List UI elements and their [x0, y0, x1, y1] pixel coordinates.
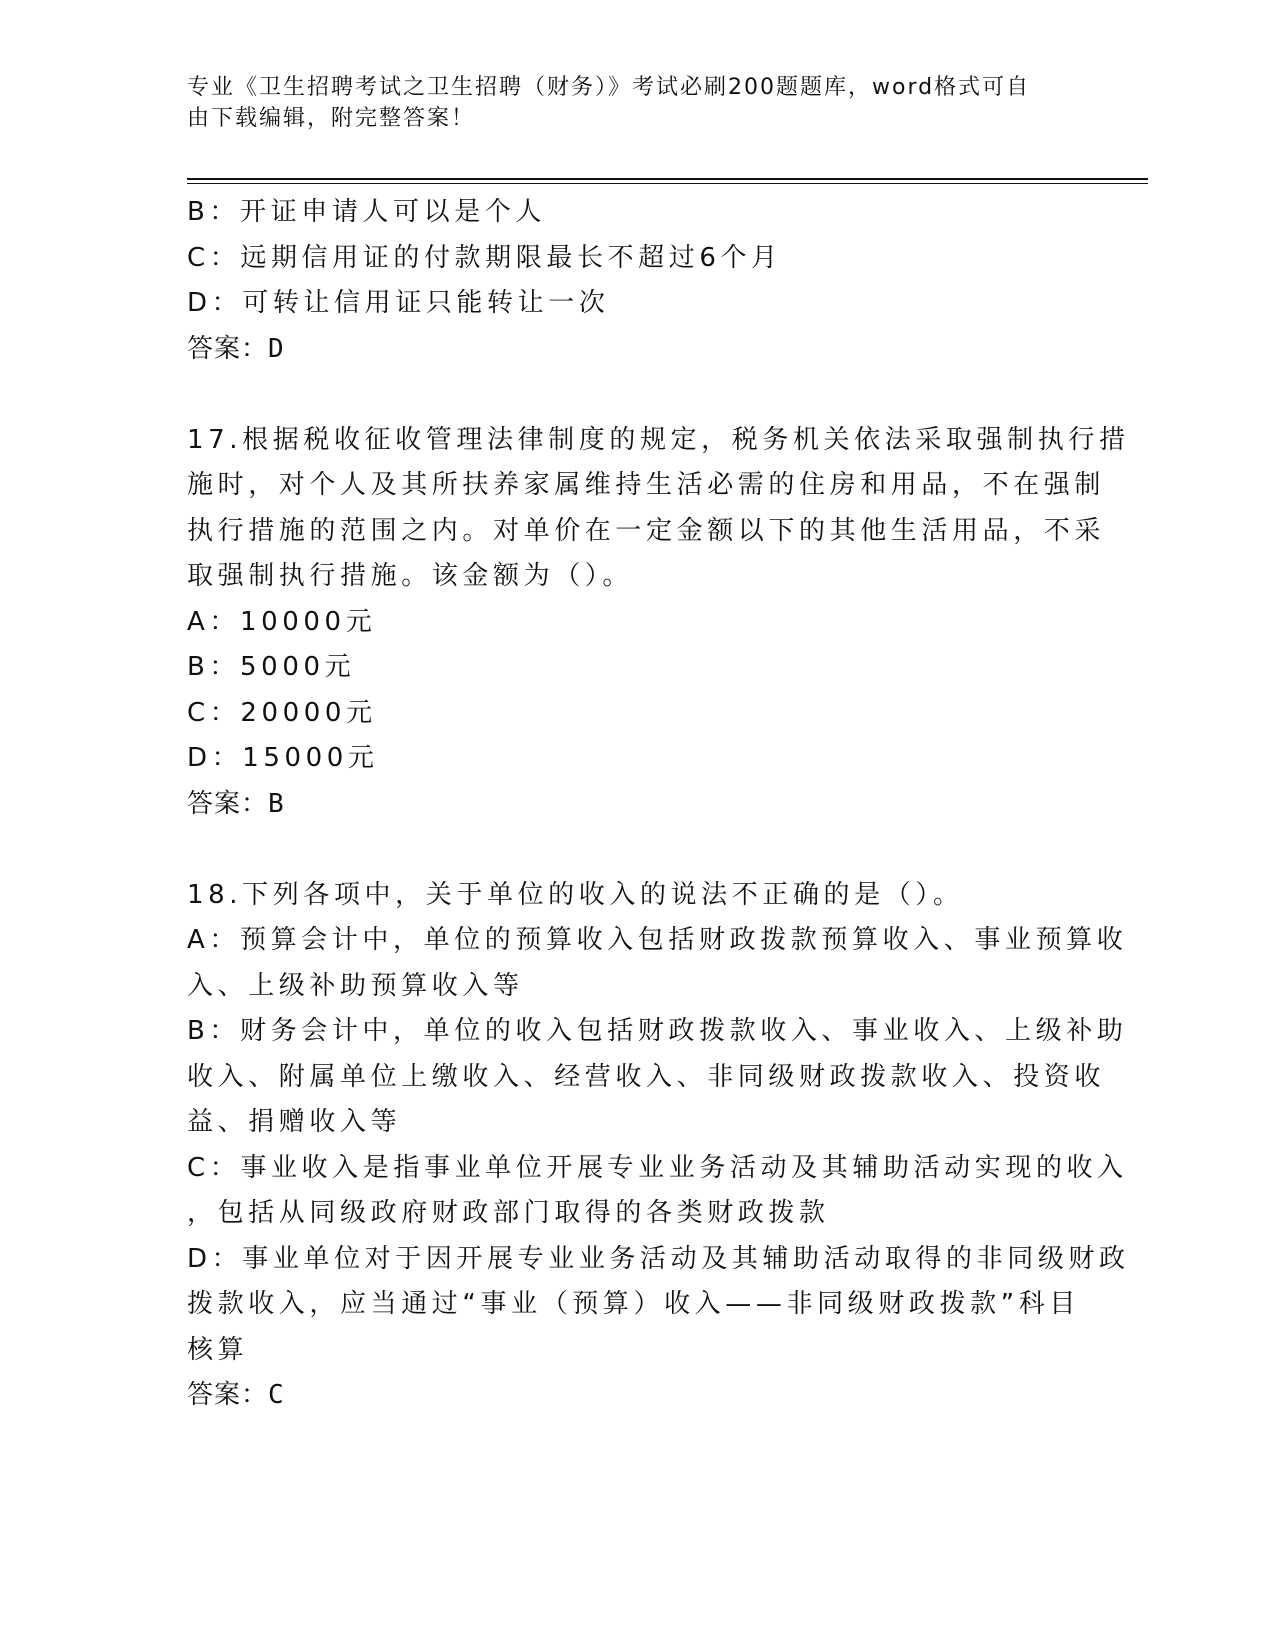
question-text: 18.下列各项中，关于单位的收入的说法不正确的是（）。 — [187, 879, 964, 910]
answer: 答案：C — [187, 1380, 285, 1410]
spacer — [187, 372, 1087, 418]
option-d: D：事业单位对于因开展专业业务活动及其辅助活动取得的非同级财政 — [187, 1243, 1130, 1274]
option-a: A：10000元 — [187, 606, 377, 637]
option-d: D：15000元 — [187, 743, 379, 773]
answer: 答案：D — [187, 333, 285, 364]
document-body — [187, 190, 1130, 1419]
header-divider-thick — [187, 178, 1148, 180]
option-b-continued: 益、捐赠收入等 — [187, 1107, 402, 1137]
option-a: A：预算会计中，单位的预算收入包括财政拨款预算收入、事业预算收 — [187, 925, 1128, 955]
header-line: 专业《卫生招聘考试之卫生招聘（财务）》考试必刷200题题库，word格式可自 — [187, 75, 1031, 100]
question-text: 施时，对个人及其所扶养家属维持生活必需的住房和用品，不在强制 — [187, 470, 1106, 500]
question-text: 执行措施的范围之内。对单价在一定金额以下的其他生活用品，不采 — [187, 515, 1106, 546]
answer: 答案：B — [187, 788, 285, 819]
option-b: B：5000元 — [187, 652, 356, 682]
question-block-17 — [187, 418, 1130, 828]
question-block-18 — [187, 873, 1130, 1419]
header-divider-thin — [187, 183, 1148, 184]
spacer — [187, 827, 1087, 873]
header-line: 由下载编辑，附完整答案！ — [187, 106, 476, 131]
option-c: C：20000元 — [187, 697, 377, 728]
question-block-16 — [187, 190, 1087, 372]
option-c: C：事业收入是指事业单位开展专业业务活动及其辅助活动实现的收入 — [187, 1152, 1128, 1183]
option-c: C：远期信用证的付款期限最长不超过6个月 — [187, 242, 782, 273]
question-text: 17.根据税收征收管理法律制度的规定，税务机关依法采取强制执行措 — [187, 424, 1130, 455]
option-b: B：开证申请人可以是个人 — [187, 197, 547, 227]
question-text: 取强制执行措施。该金额为（）。 — [187, 561, 634, 591]
option-b-continued: 收入、附属单位上缴收入、经营收入、非同级财政拨款收入、投资收 — [187, 1061, 1106, 1092]
document-header — [187, 72, 1067, 134]
option-c-continued: ，包括从同级政府财政部门取得的各类财政拨款 — [187, 1198, 830, 1228]
option-d: D：可转让信用证只能转让一次 — [187, 288, 610, 318]
option-d-continued: 拨款收入，应当通过“事业（预算）收入——非同级财政拨款”科目 — [187, 1289, 1080, 1319]
option-a-continued: 入、上级补助预算收入等 — [187, 970, 524, 1001]
option-d-continued: 核算 — [187, 1334, 249, 1365]
option-b: B：财务会计中，单位的收入包括财政拨款收入、事业收入、上级补助 — [187, 1016, 1128, 1046]
